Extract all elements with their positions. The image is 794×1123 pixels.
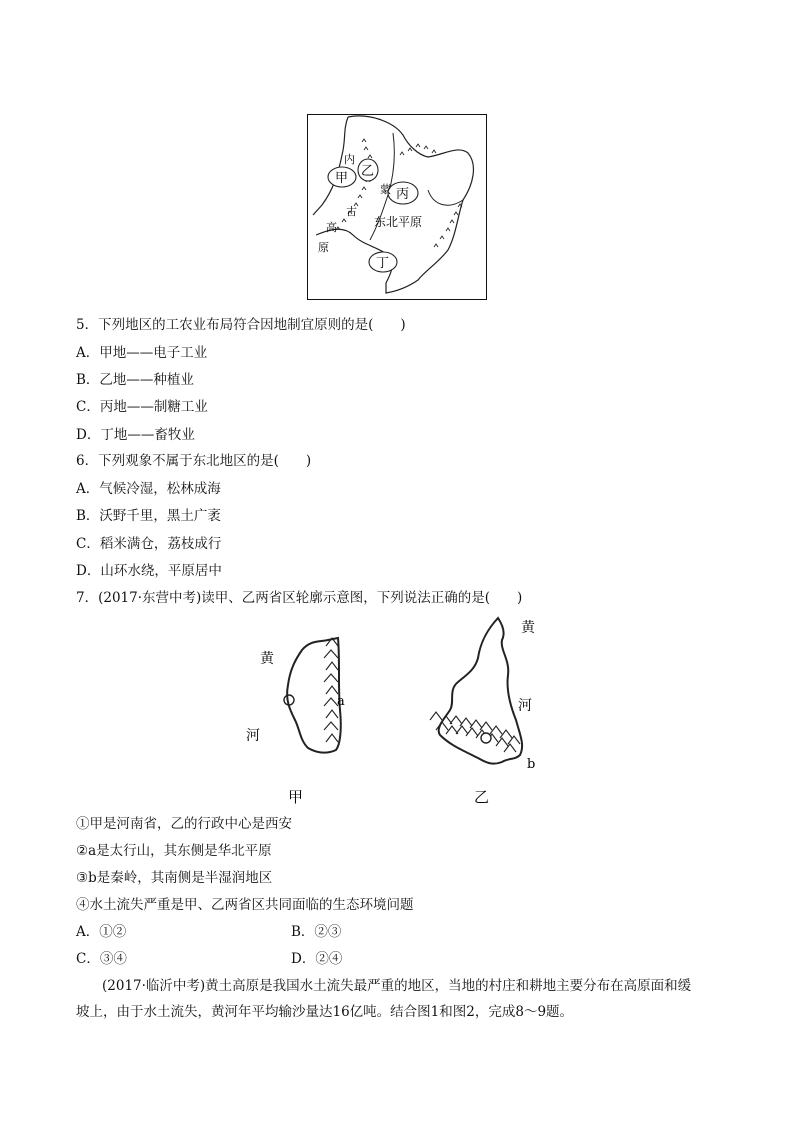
q6-stem: 6．下列观象不属于东北地区的是( ) <box>76 453 312 469</box>
label-meng: 蒙 <box>380 183 391 196</box>
q7-option-c: C．③④ <box>76 951 127 967</box>
q5-option-d: D．丁地——畜牧业 <box>76 427 195 443</box>
caption-jia: 甲 <box>288 788 304 806</box>
label-b: b <box>527 757 536 772</box>
q7-option-a: A．①② <box>76 924 127 940</box>
yi-river-huang: 黄 <box>521 620 535 636</box>
q7-option-b: B．②③ <box>291 924 342 940</box>
q7-stem: 7．(2017·东营中考)读甲、乙两省区轮廓示意图，下列说法正确的是( ) <box>76 590 523 606</box>
label-gu: 古 <box>346 205 357 218</box>
q5-option-a: A．甲地——电子工业 <box>76 345 208 361</box>
q7-options-row-1 <box>76 923 342 941</box>
label-yi: 乙 <box>361 164 375 179</box>
label-jia: 甲 <box>335 171 349 186</box>
label-yuan: 原 <box>318 241 329 254</box>
q6-option-a: A．气候冷湿，松林成海 <box>76 481 221 497</box>
label-northeast-plain: 东北平原 <box>374 215 423 229</box>
q7-option-d: D．②④ <box>291 951 343 967</box>
northeast-china-map <box>307 114 487 300</box>
q7-statement-2: ②a是太行山，其东侧是华北平原 <box>76 843 272 859</box>
q7-options-row-2 <box>76 950 343 968</box>
caption-yi: 乙 <box>474 788 490 806</box>
label-a: a <box>337 694 345 709</box>
q6-option-b: B．沃野千里，黑土广袤 <box>76 508 221 524</box>
q5-stem: 5．下列地区的工农业布局符合因地制宜原则的是( ) <box>76 317 406 333</box>
q5-option-b: B．乙地——种植业 <box>76 372 194 388</box>
yi-river-he: 河 <box>518 698 532 714</box>
jia-river-he: 河 <box>246 728 260 744</box>
outline-jia <box>246 638 345 806</box>
outline-yi <box>430 618 536 806</box>
q6-option-c: C．稻米满仓，荔枝成行 <box>76 536 222 552</box>
q6-option-d: D．山环水绕，平原居中 <box>76 563 222 579</box>
passage-line-1: (2017·临沂中考)黄土高原是我国水土流失最严重的地区，当地的村庄和耕地主要分布在高原面和缓 <box>102 978 692 994</box>
label-bing: 丙 <box>396 187 410 202</box>
label-ding: 丁 <box>376 256 390 271</box>
passage-line-2: 坡上，由于水土流失，黄河年平均输沙量达16亿吨。结合图1和图2，完成8～9题。 <box>76 1004 574 1020</box>
q7-statement-1: ①甲是河南省，乙的行政中心是西安 <box>76 816 292 832</box>
label-nei: 内 <box>344 153 355 166</box>
jia-river-huang: 黄 <box>260 651 274 667</box>
q7-statement-3: ③b是秦岭，其南侧是半湿润地区 <box>76 870 273 886</box>
label-gao: 高 <box>326 221 337 234</box>
province-outline-figure <box>240 610 570 815</box>
q7-statement-4: ④水土流失严重是甲、乙两省区共同面临的生态环境问题 <box>76 897 414 913</box>
q5-option-c: C．丙地——制糖工业 <box>76 399 208 415</box>
